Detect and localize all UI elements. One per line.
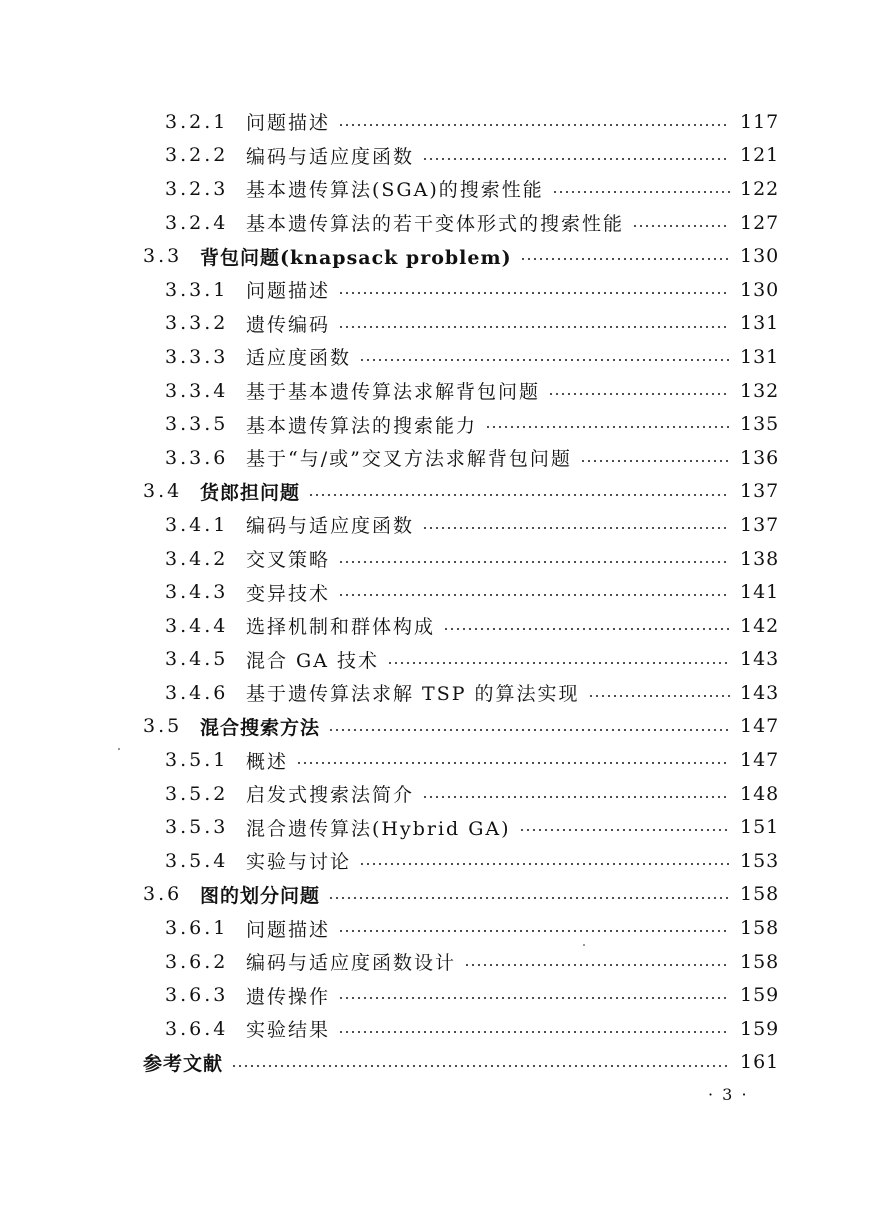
toc-entry	[0, 139, 869, 173]
toc-entry	[0, 105, 869, 139]
toc-entry-number: 3.2.1	[165, 110, 229, 133]
toc-entry-number: 3.4	[143, 480, 183, 503]
toc-entry-page: 127	[740, 211, 780, 234]
toc-entry-number: 3.6.2	[165, 950, 229, 973]
dot-leader	[422, 527, 730, 529]
dot-leader	[422, 796, 730, 798]
toc-entry-number: 3.5.1	[165, 749, 229, 772]
toc-entry-page: 151	[740, 816, 780, 839]
toc-entry-page: 158	[740, 917, 780, 940]
toc-entry-page: 137	[740, 513, 780, 536]
toc-entry	[0, 441, 869, 475]
toc-entry-title: 实验结果	[246, 1019, 331, 1042]
dot-leader	[359, 863, 730, 865]
toc-entry-number: 3.6	[143, 883, 183, 906]
toc-entry-page: 130	[740, 278, 780, 301]
toc-entry	[0, 777, 869, 811]
toc-entry	[0, 643, 869, 677]
toc-entry-title: 参考文献	[143, 1052, 224, 1075]
toc-entry-number: 3.6.1	[165, 917, 229, 940]
toc-entry-number: 3.3.1	[165, 278, 229, 301]
toc-entry-title: 问题描述	[246, 918, 331, 941]
dot-leader	[422, 158, 730, 160]
toc-entry-number: 3.5	[143, 715, 183, 738]
dot-leader	[519, 829, 730, 831]
toc-entry-page: 117	[740, 110, 780, 133]
toc-entry	[0, 172, 869, 206]
toc-entry-title: 遗传编码	[246, 313, 331, 336]
dot-leader	[548, 393, 730, 395]
toc-entry	[0, 810, 869, 844]
dot-leader	[520, 258, 730, 260]
toc-entry-number: 3.2.2	[165, 144, 229, 167]
toc-entry-title: 混合搜索方法	[200, 716, 321, 739]
scan-speck	[583, 944, 585, 946]
dot-leader	[632, 225, 730, 227]
toc-entry-page: 148	[740, 782, 780, 805]
toc-entry-number: 3.3.5	[165, 413, 229, 436]
toc-entry	[0, 1046, 869, 1080]
toc-entry-title: 启发式搜索法简介	[246, 784, 415, 807]
toc-entry-page: 138	[740, 547, 780, 570]
toc-entry	[0, 273, 869, 307]
toc-entry-number: 3.3.2	[165, 312, 229, 335]
toc-entry-title: 交叉策略	[246, 549, 331, 572]
toc-entry	[0, 609, 869, 643]
dot-leader	[296, 762, 730, 764]
toc-entry-number: 3.4.1	[165, 513, 229, 536]
toc-entry-title: 实验与讨论	[246, 851, 352, 874]
dot-leader	[338, 292, 730, 294]
toc-entry	[0, 945, 869, 979]
toc-entry-page: 153	[740, 849, 780, 872]
toc-entry-title: 问题描述	[246, 280, 331, 303]
toc-entry-title: 编码与适应度函数设计	[246, 952, 457, 975]
dot-leader	[443, 628, 730, 630]
toc-entry	[0, 878, 869, 912]
dot-leader	[485, 426, 730, 428]
toc-entry	[0, 374, 869, 408]
toc-entry	[0, 407, 869, 441]
toc-entry	[0, 307, 869, 341]
toc-entry-page: 158	[740, 950, 780, 973]
dot-leader	[359, 359, 730, 361]
toc-entry	[0, 206, 869, 240]
dot-leader	[387, 662, 730, 664]
toc-entry-number: 3.4.5	[165, 648, 229, 671]
toc-entry-page: 131	[740, 345, 780, 368]
toc-entry	[0, 475, 869, 509]
toc-entry-number: 3.3.3	[165, 345, 229, 368]
toc-entry-page: 147	[740, 749, 780, 772]
dot-leader	[338, 561, 730, 563]
toc-entry-number: 3.3.4	[165, 379, 229, 402]
table-of-contents	[0, 105, 869, 1079]
toc-entry-page: 130	[740, 245, 780, 268]
dot-leader	[338, 930, 730, 932]
toc-entry-number: 3.2.3	[165, 177, 229, 200]
toc-entry-page: 143	[740, 648, 780, 671]
toc-entry	[0, 844, 869, 878]
toc-entry-page: 142	[740, 614, 780, 637]
toc-entry-title: 图的划分问题	[200, 884, 321, 907]
toc-entry-number: 3.5.3	[165, 816, 229, 839]
page-number: · 3 ·	[708, 1085, 749, 1104]
toc-entry-title: 基本遗传算法(SGA)的搜索性能	[246, 179, 544, 202]
toc-entry-title: 遗传操作	[246, 985, 331, 1008]
toc-entry-page: 131	[740, 312, 780, 335]
toc-entry-title: 概述	[246, 750, 289, 773]
dot-leader	[338, 1031, 730, 1033]
toc-entry	[0, 743, 869, 777]
dot-leader	[552, 191, 730, 193]
toc-entry-page: 141	[740, 581, 780, 604]
toc-entry-title: 货郎担问题	[200, 481, 301, 504]
toc-entry-page: 143	[740, 681, 780, 704]
toc-entry-title: 混合遗传算法(Hybrid GA)	[246, 817, 511, 840]
toc-entry-number: 3.2.4	[165, 211, 229, 234]
toc-entry-title: 问题描述	[246, 112, 331, 135]
dot-leader	[328, 729, 730, 731]
dot-leader	[580, 460, 730, 462]
scan-speck	[118, 748, 120, 750]
toc-entry-title: 基于基本遗传算法求解背包问题	[246, 381, 541, 404]
toc-entry-number: 3.6.3	[165, 984, 229, 1007]
toc-entry-page: 137	[740, 480, 780, 503]
dot-leader	[338, 326, 730, 328]
dot-leader	[338, 124, 730, 126]
toc-entry-page: 121	[740, 144, 780, 167]
toc-entry-number: 3.5.4	[165, 849, 229, 872]
toc-entry-page: 147	[740, 715, 780, 738]
toc-entry-number: 3.4.4	[165, 614, 229, 637]
dot-leader	[231, 1065, 730, 1067]
toc-entry-number: 3.3.6	[165, 446, 229, 469]
toc-entry	[0, 340, 869, 374]
toc-entry	[0, 710, 869, 744]
toc-entry-title: 基本遗传算法的搜索能力	[246, 414, 478, 437]
toc-entry-title: 选择机制和群体构成	[246, 616, 436, 639]
dot-leader	[588, 695, 730, 697]
toc-entry	[0, 575, 869, 609]
toc-entry-page: 159	[740, 984, 780, 1007]
toc-entry-title: 适应度函数	[246, 347, 352, 370]
toc-entry-number: 3.4.6	[165, 681, 229, 704]
toc-entry-page: 159	[740, 1017, 780, 1040]
dot-leader	[308, 494, 730, 496]
toc-entry	[0, 676, 869, 710]
toc-entry-page: 161	[740, 1051, 780, 1074]
toc-entry-page: 136	[740, 446, 780, 469]
toc-entry-title: 编码与适应度函数	[246, 515, 415, 538]
toc-entry-page: 132	[740, 379, 780, 402]
toc-entry-number: 3.5.2	[165, 782, 229, 805]
dot-leader	[338, 594, 730, 596]
toc-entry-page: 135	[740, 413, 780, 436]
toc-entry	[0, 508, 869, 542]
toc-entry	[0, 1012, 869, 1046]
toc-entry-number: 3.6.4	[165, 1017, 229, 1040]
toc-entry	[0, 978, 869, 1012]
dot-leader	[328, 897, 730, 899]
toc-entry-title: 基于遗传算法求解 TSP 的算法实现	[246, 683, 580, 706]
toc-entry-number: 3.3	[143, 245, 183, 268]
toc-entry-title: 编码与适应度函数	[246, 145, 415, 168]
toc-entry	[0, 542, 869, 576]
toc-entry-page: 158	[740, 883, 780, 906]
toc-entry-title: 基于“与/或”交叉方法求解背包问题	[246, 448, 572, 471]
toc-entry	[0, 911, 869, 945]
toc-entry-title: 基本遗传算法的若干变体形式的搜索性能	[246, 213, 625, 236]
dot-leader	[464, 964, 730, 966]
dot-leader	[338, 997, 730, 999]
toc-entry-title: 变异技术	[246, 582, 331, 605]
toc-entry-title: 混合 GA 技术	[246, 649, 379, 672]
toc-entry	[0, 239, 869, 273]
toc-entry-number: 3.4.3	[165, 581, 229, 604]
toc-entry-number: 3.4.2	[165, 547, 229, 570]
toc-entry-title: 背包问题(knapsack problem)	[200, 246, 512, 269]
toc-entry-page: 122	[740, 177, 780, 200]
